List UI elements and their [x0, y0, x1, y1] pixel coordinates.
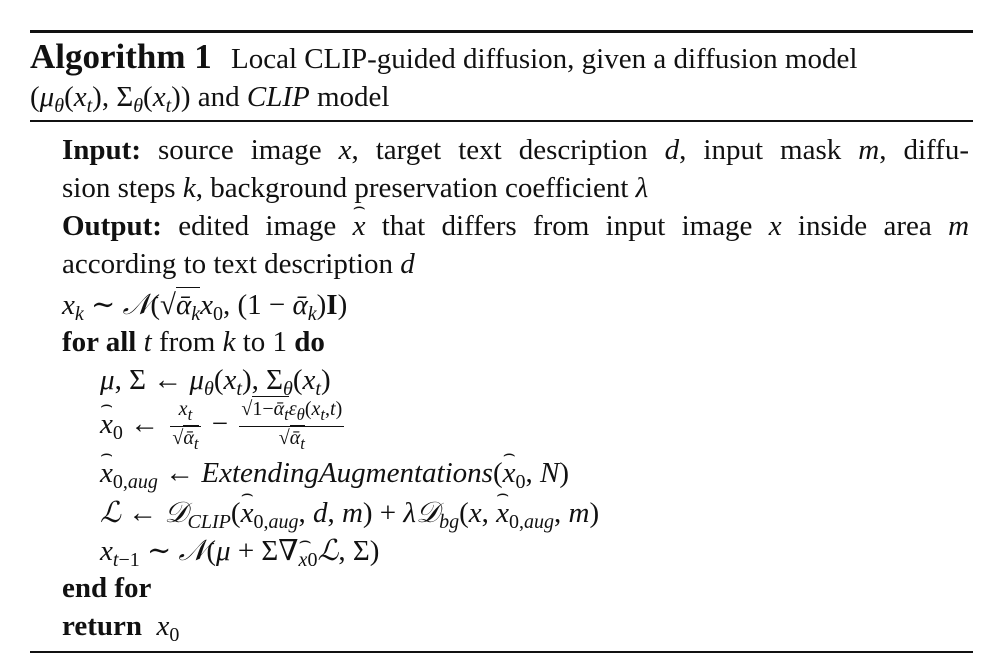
for-keyword: for all — [62, 326, 137, 358]
step-for: for all t from k to 1 do — [62, 326, 325, 358]
header-rule — [30, 120, 973, 122]
step-init: $x_k$ ∼ $𝒩(√ᾱ_kx_0$, (1 − ᾱ$_k$)I) — [62, 287, 348, 325]
step-1: μ, Σ ← $\mu_\theta(x_t)$, $\Sigma_\theta(x_t)$ — [100, 364, 331, 400]
model-signature: ($\mu_\theta(x_t)$, $\Sigma_\theta(x_t)$) — [30, 81, 191, 117]
algorithm-caption — [30, 36, 973, 80]
input-line1 — [62, 131, 969, 169]
output-label: Output: — [62, 210, 162, 242]
output-line2: according to text description d — [62, 248, 415, 280]
do-keyword: do — [294, 326, 325, 358]
output-line1 — [62, 207, 969, 245]
input-label: Input: — [62, 134, 141, 166]
title-and: and — [197, 81, 240, 113]
output-text-1: edited image ⌢ x that differs from input image x inside area m — [178, 210, 969, 242]
step-4: ℒ ← 𝒟$_{CLIP}$(⌢ $x_{0,aug}$, d, m) + λ𝒟$_{bg}$(x, ⌢ $x_{0,aug}$, m) — [100, 493, 599, 541]
algorithm-label: Algorithm 1 — [30, 37, 212, 76]
step-2: ⌢ $x_0$ ← $\frac{x_t}{√ᾱ_t}$ − $\frac{√1-ᾱ_t\varepsilon_\theta(x_t,t)}{√ᾱ_t}$ — [100, 398, 348, 455]
step-endfor: end for — [62, 572, 152, 604]
title-clip: CLIP — [246, 81, 310, 113]
input-text-1: source image x, target text description d, input mask m, diffu- — [158, 134, 969, 166]
step-3: ⌢ $x_{0,aug}$ ← ExtendingAugmentations(⌢ $x_0$, N) — [100, 454, 569, 501]
input-line2: sion steps k, background preservation coefficient λ — [62, 172, 649, 204]
bottom-rule — [30, 651, 973, 653]
step-return: return $x_0$ — [62, 610, 180, 646]
step-5: $x_{t-1}$ ∼ 𝒩(μ + Σ∇⌢ $_{x0}$ℒ, Σ) — [100, 531, 379, 579]
algorithm-title-line1: Local CLIP-guided diffusion, given a diffusion model — [231, 43, 858, 75]
top-rule — [30, 30, 973, 33]
return-keyword: return — [62, 610, 143, 642]
title-model: model — [316, 81, 390, 113]
